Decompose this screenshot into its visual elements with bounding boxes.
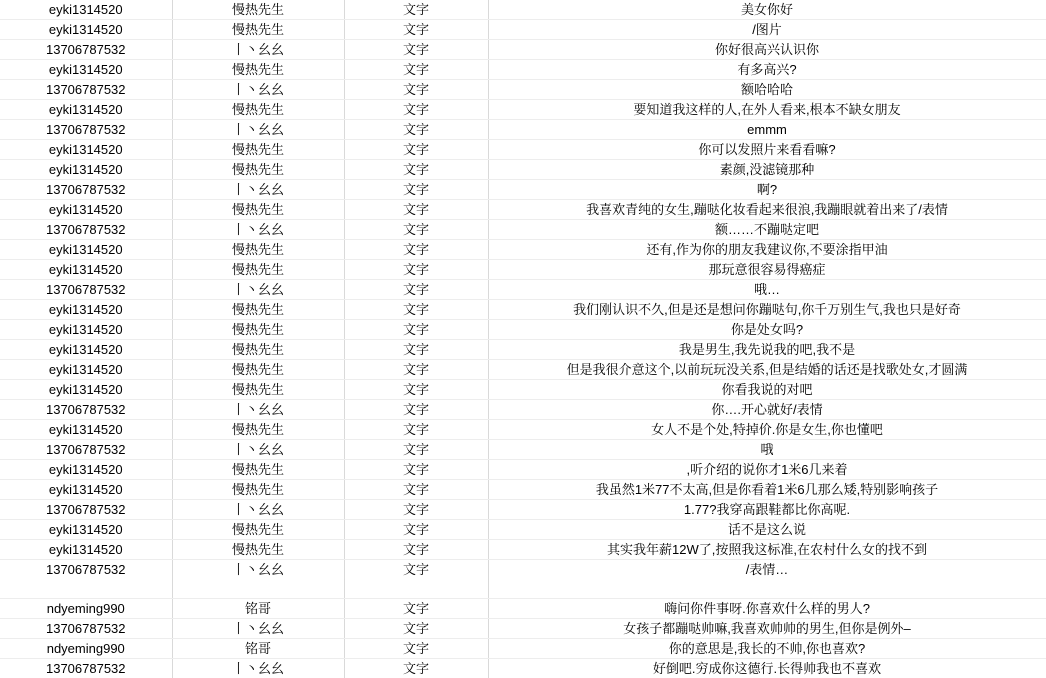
table-row[interactable] bbox=[0, 460, 1046, 480]
cell-account: eyki1314520 bbox=[0, 300, 172, 320]
cell-message: 我喜欢青纯的女生,蹦哒化妆看起来很浪,我蹦眼就着出来了/表情 bbox=[488, 200, 1046, 220]
cell-type: 文字 bbox=[344, 260, 488, 280]
cell-account: 13706787532 bbox=[0, 659, 172, 678]
cell-type: 文字 bbox=[344, 160, 488, 180]
cell-account: ndyeming990 bbox=[0, 639, 172, 659]
cell-account: eyki1314520 bbox=[0, 200, 172, 220]
cell-nickname: 丨丶幺幺 bbox=[172, 280, 344, 300]
cell-nickname: 丨丶幺幺 bbox=[172, 40, 344, 60]
spacer-cell-type bbox=[344, 579, 488, 599]
cell-message: 哦 bbox=[488, 440, 1046, 460]
chat-log-body-second bbox=[0, 599, 1046, 678]
cell-nickname: 慢热先生 bbox=[172, 420, 344, 440]
cell-nickname: 慢热先生 bbox=[172, 260, 344, 280]
table-row[interactable] bbox=[0, 120, 1046, 140]
cell-type: 文字 bbox=[344, 40, 488, 60]
table-row[interactable] bbox=[0, 20, 1046, 40]
cell-message: 还有,作为你的朋友我建议你,不要涂指甲油 bbox=[488, 240, 1046, 260]
cell-nickname: 丨丶幺幺 bbox=[172, 500, 344, 520]
cell-nickname: 慢热先生 bbox=[172, 0, 344, 20]
cell-type: 文字 bbox=[344, 340, 488, 360]
table-row[interactable] bbox=[0, 639, 1046, 659]
table-row[interactable] bbox=[0, 420, 1046, 440]
table-row[interactable] bbox=[0, 280, 1046, 300]
cell-account: eyki1314520 bbox=[0, 60, 172, 80]
cell-account: eyki1314520 bbox=[0, 480, 172, 500]
table-row[interactable] bbox=[0, 340, 1046, 360]
cell-account: 13706787532 bbox=[0, 560, 172, 580]
cell-account: eyki1314520 bbox=[0, 20, 172, 40]
cell-message: 话不是这么说 bbox=[488, 520, 1046, 540]
cell-message: 你的意思是,我长的不帅,你也喜欢? bbox=[488, 639, 1046, 659]
cell-nickname: 慢热先生 bbox=[172, 460, 344, 480]
cell-account: 13706787532 bbox=[0, 220, 172, 240]
table-row[interactable] bbox=[0, 599, 1046, 619]
cell-type: 文字 bbox=[344, 320, 488, 340]
table-row[interactable] bbox=[0, 160, 1046, 180]
cell-type: 文字 bbox=[344, 460, 488, 480]
cell-nickname: 丨丶幺幺 bbox=[172, 560, 344, 580]
cell-type: 文字 bbox=[344, 100, 488, 120]
cell-nickname: 慢热先生 bbox=[172, 340, 344, 360]
cell-nickname: 慢热先生 bbox=[172, 100, 344, 120]
cell-account: eyki1314520 bbox=[0, 100, 172, 120]
cell-account: 13706787532 bbox=[0, 180, 172, 200]
table-row[interactable] bbox=[0, 520, 1046, 540]
cell-nickname: 慢热先生 bbox=[172, 200, 344, 220]
cell-type: 文字 bbox=[344, 400, 488, 420]
cell-account: eyki1314520 bbox=[0, 540, 172, 560]
table-row[interactable] bbox=[0, 0, 1046, 20]
cell-account: 13706787532 bbox=[0, 619, 172, 639]
cell-message: 女孩子都蹦哒帅嘛,我喜欢帅帅的男生,但你是例外– bbox=[488, 619, 1046, 639]
table-row[interactable] bbox=[0, 500, 1046, 520]
cell-nickname: 慢热先生 bbox=[172, 160, 344, 180]
spacer-cell-account bbox=[0, 579, 172, 599]
table-row[interactable] bbox=[0, 260, 1046, 280]
cell-message: 那玩意很容易得癌症 bbox=[488, 260, 1046, 280]
cell-account: 13706787532 bbox=[0, 280, 172, 300]
cell-account: eyki1314520 bbox=[0, 520, 172, 540]
table-row[interactable] bbox=[0, 320, 1046, 340]
table-row[interactable] bbox=[0, 540, 1046, 560]
cell-nickname: 慢热先生 bbox=[172, 20, 344, 40]
cell-type: 文字 bbox=[344, 560, 488, 580]
cell-type: 文字 bbox=[344, 140, 488, 160]
table-row[interactable] bbox=[0, 300, 1046, 320]
cell-nickname: 丨丶幺幺 bbox=[172, 619, 344, 639]
cell-message: 你是处女吗? bbox=[488, 320, 1046, 340]
cell-type: 文字 bbox=[344, 80, 488, 100]
table-row[interactable] bbox=[0, 140, 1046, 160]
cell-message: 1.77?我穿高跟鞋都比你高呢. bbox=[488, 500, 1046, 520]
cell-message: 你好很高兴认识你 bbox=[488, 40, 1046, 60]
cell-nickname: 慢热先生 bbox=[172, 240, 344, 260]
cell-type: 文字 bbox=[344, 120, 488, 140]
cell-nickname: 慢热先生 bbox=[172, 520, 344, 540]
cell-type: 文字 bbox=[344, 639, 488, 659]
cell-message: 嗨问你件事呀.你喜欢什么样的男人? bbox=[488, 599, 1046, 619]
cell-message: 美女你好 bbox=[488, 0, 1046, 20]
cell-nickname: 慢热先生 bbox=[172, 380, 344, 400]
table-row[interactable] bbox=[0, 180, 1046, 200]
cell-message: 但是我很介意这个,以前玩玩没关系,但是结婚的话还是找歌处女,才圆满 bbox=[488, 360, 1046, 380]
cell-account: 13706787532 bbox=[0, 500, 172, 520]
cell-type: 文字 bbox=[344, 659, 488, 678]
cell-account: eyki1314520 bbox=[0, 140, 172, 160]
cell-nickname: 丨丶幺幺 bbox=[172, 659, 344, 678]
cell-account: eyki1314520 bbox=[0, 420, 172, 440]
cell-account: 13706787532 bbox=[0, 80, 172, 100]
cell-type: 文字 bbox=[344, 520, 488, 540]
table-row[interactable] bbox=[0, 380, 1046, 400]
cell-message: 好倒吧.穷成你这德行.长得帅我也不喜欢 bbox=[488, 659, 1046, 678]
table-row[interactable] bbox=[0, 40, 1046, 60]
spacer-cell-nick bbox=[172, 579, 344, 599]
cell-account: eyki1314520 bbox=[0, 0, 172, 20]
cell-nickname: 慢热先生 bbox=[172, 360, 344, 380]
cell-type: 文字 bbox=[344, 200, 488, 220]
cell-type: 文字 bbox=[344, 380, 488, 400]
cell-type: 文字 bbox=[344, 360, 488, 380]
cell-message: 啊? bbox=[488, 180, 1046, 200]
cell-message: 要知道我这样的人,在外人看来,根本不缺女朋友 bbox=[488, 100, 1046, 120]
cell-type: 文字 bbox=[344, 440, 488, 460]
table-row[interactable] bbox=[0, 560, 1046, 580]
cell-account: 13706787532 bbox=[0, 40, 172, 60]
cell-nickname: 丨丶幺幺 bbox=[172, 180, 344, 200]
cell-message: 额……不蹦哒定吧 bbox=[488, 220, 1046, 240]
cell-nickname: 慢热先生 bbox=[172, 140, 344, 160]
cell-message: 哦… bbox=[488, 280, 1046, 300]
cell-type: 文字 bbox=[344, 300, 488, 320]
cell-type: 文字 bbox=[344, 180, 488, 200]
cell-account: ndyeming990 bbox=[0, 599, 172, 619]
cell-account: eyki1314520 bbox=[0, 320, 172, 340]
cell-nickname: 慢热先生 bbox=[172, 300, 344, 320]
cell-message: 有多高兴? bbox=[488, 60, 1046, 80]
cell-message: 素颜,没滤镜那种 bbox=[488, 160, 1046, 180]
table-row[interactable] bbox=[0, 100, 1046, 120]
cell-account: eyki1314520 bbox=[0, 340, 172, 360]
cell-nickname: 丨丶幺幺 bbox=[172, 400, 344, 420]
cell-type: 文字 bbox=[344, 220, 488, 240]
table-row[interactable] bbox=[0, 220, 1046, 240]
cell-type: 文字 bbox=[344, 0, 488, 20]
table-row[interactable] bbox=[0, 440, 1046, 460]
cell-account: eyki1314520 bbox=[0, 360, 172, 380]
cell-message: 你看我说的对吧 bbox=[488, 380, 1046, 400]
cell-type: 文字 bbox=[344, 280, 488, 300]
chat-log-spacer bbox=[0, 579, 1046, 599]
cell-nickname: 丨丶幺幺 bbox=[172, 120, 344, 140]
cell-message: ,听介绍的说你才1米6几来着 bbox=[488, 460, 1046, 480]
cell-account: eyki1314520 bbox=[0, 260, 172, 280]
cell-message: /图片 bbox=[488, 20, 1046, 40]
cell-nickname: 慢热先生 bbox=[172, 320, 344, 340]
cell-nickname: 慢热先生 bbox=[172, 60, 344, 80]
cell-type: 文字 bbox=[344, 480, 488, 500]
cell-message: 女人不是个处,特掉价.你是女生,你也懂吧 bbox=[488, 420, 1046, 440]
cell-message: 我虽然1米77不太高,但是你看着1米6几那么矮,特别影响孩子 bbox=[488, 480, 1046, 500]
cell-account: 13706787532 bbox=[0, 120, 172, 140]
cell-type: 文字 bbox=[344, 540, 488, 560]
cell-nickname: 丨丶幺幺 bbox=[172, 440, 344, 460]
table-row[interactable] bbox=[0, 200, 1046, 220]
cell-nickname: 铭哥 bbox=[172, 639, 344, 659]
cell-account: eyki1314520 bbox=[0, 380, 172, 400]
cell-account: 13706787532 bbox=[0, 440, 172, 460]
table-spacer-row bbox=[0, 579, 1046, 599]
table-row[interactable] bbox=[0, 240, 1046, 260]
table-row[interactable] bbox=[0, 60, 1046, 80]
spacer-cell-message bbox=[488, 579, 1046, 599]
cell-type: 文字 bbox=[344, 619, 488, 639]
cell-message: 你可以发照片来看看嘛? bbox=[488, 140, 1046, 160]
table-row[interactable] bbox=[0, 360, 1046, 380]
cell-nickname: 慢热先生 bbox=[172, 480, 344, 500]
table-row[interactable] bbox=[0, 659, 1046, 678]
table-row[interactable] bbox=[0, 480, 1046, 500]
cell-message: 我们刚认识不久,但是还是想问你蹦哒句,你千万别生气,我也只是好奇 bbox=[488, 300, 1046, 320]
cell-message: 我是男生,我先说我的吧,我不是 bbox=[488, 340, 1046, 360]
cell-account: eyki1314520 bbox=[0, 240, 172, 260]
cell-type: 文字 bbox=[344, 599, 488, 619]
cell-account: 13706787532 bbox=[0, 400, 172, 420]
cell-message: 其实我年薪12W了,按照我这标准,在农村什么女的找不到 bbox=[488, 540, 1046, 560]
table-row[interactable] bbox=[0, 80, 1046, 100]
cell-type: 文字 bbox=[344, 500, 488, 520]
cell-message: 额哈哈哈 bbox=[488, 80, 1046, 100]
cell-type: 文字 bbox=[344, 420, 488, 440]
cell-type: 文字 bbox=[344, 240, 488, 260]
cell-account: eyki1314520 bbox=[0, 460, 172, 480]
cell-type: 文字 bbox=[344, 60, 488, 80]
cell-nickname: 丨丶幺幺 bbox=[172, 220, 344, 240]
cell-nickname: 铭哥 bbox=[172, 599, 344, 619]
cell-nickname: 慢热先生 bbox=[172, 540, 344, 560]
cell-message: emmm bbox=[488, 120, 1046, 140]
table-row[interactable] bbox=[0, 400, 1046, 420]
cell-message: /表情… bbox=[488, 560, 1046, 580]
cell-account: eyki1314520 bbox=[0, 160, 172, 180]
cell-nickname: 丨丶幺幺 bbox=[172, 80, 344, 100]
cell-type: 文字 bbox=[344, 20, 488, 40]
cell-message: 你….开心就好/表情 bbox=[488, 400, 1046, 420]
table-row[interactable] bbox=[0, 619, 1046, 639]
